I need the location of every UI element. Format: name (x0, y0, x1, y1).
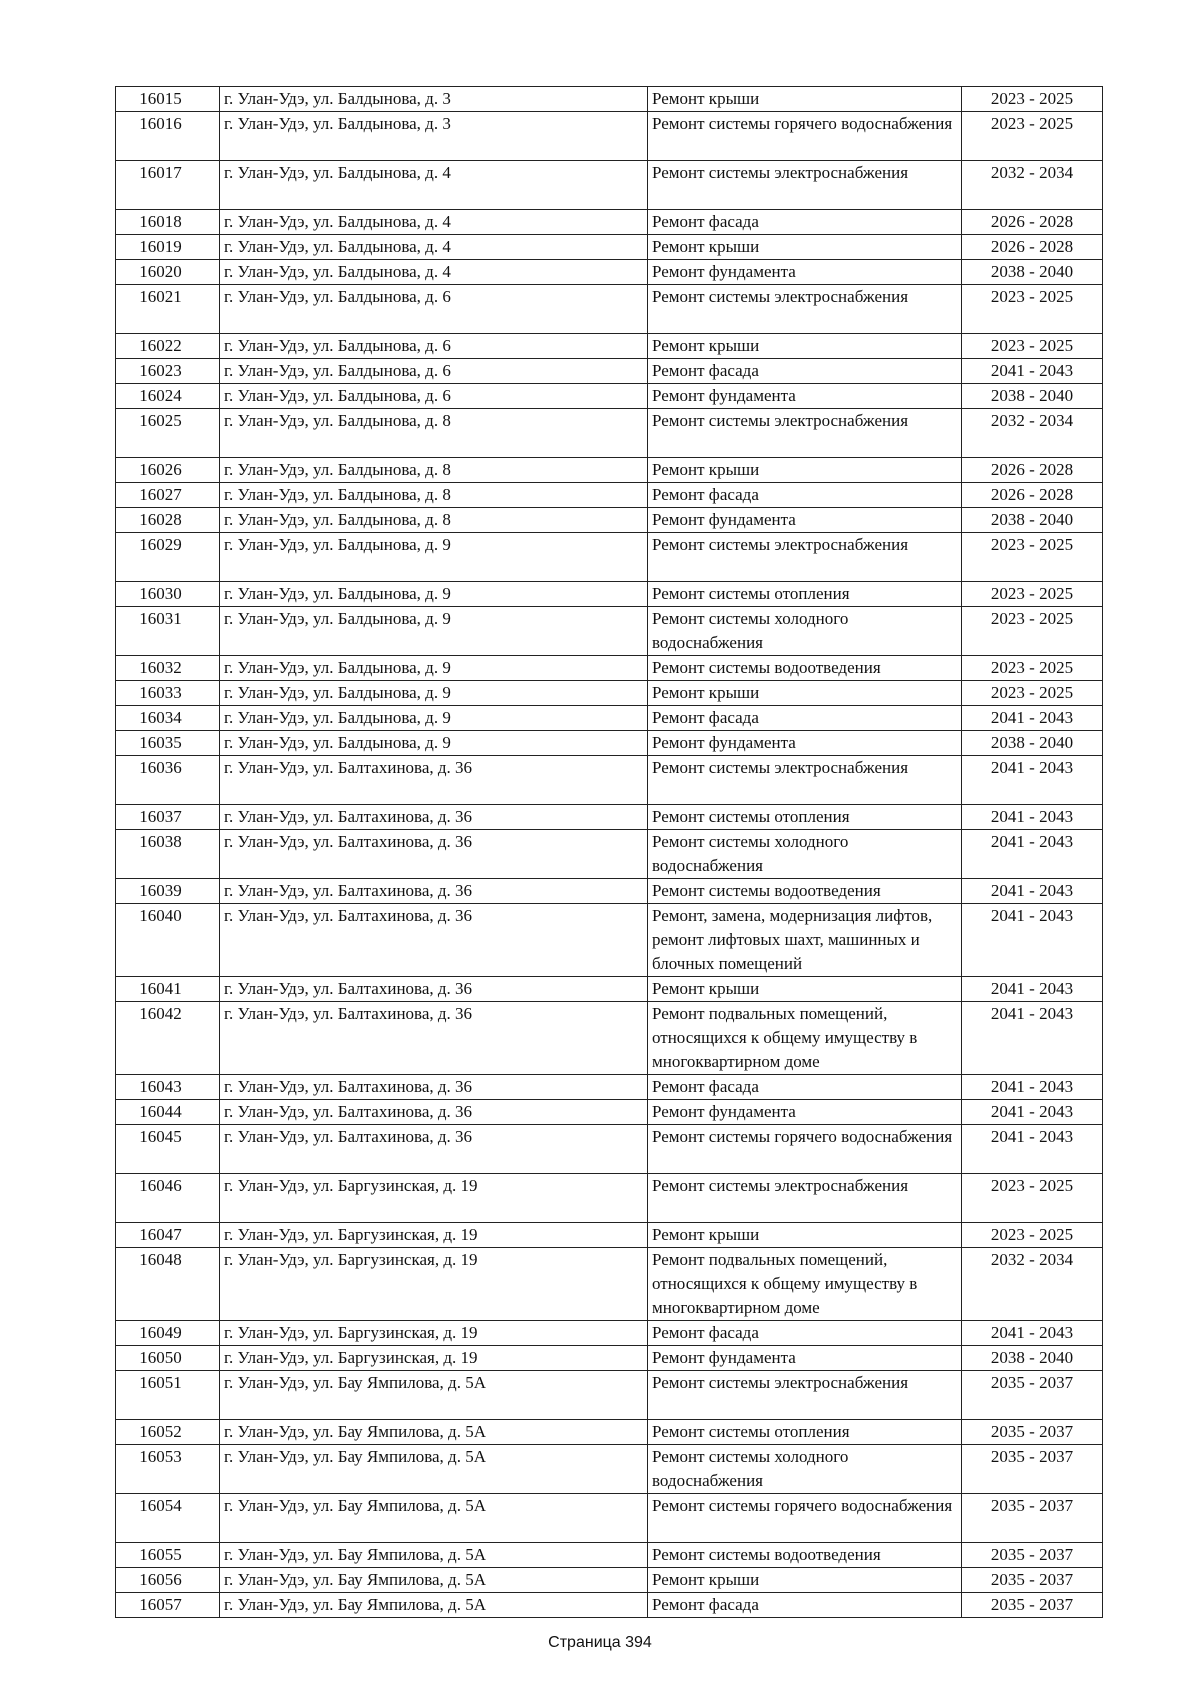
table-row (116, 607, 1103, 656)
row-number-cell: 16041 (116, 977, 220, 1002)
table-row (116, 334, 1103, 359)
period-cell: 2035 - 2037 (962, 1593, 1103, 1618)
address-cell: г. Улан-Удэ, ул. Балдынова, д. 9 (220, 656, 648, 681)
work-type-cell: Ремонт подвальных помещений, относящихся к общему имуществу в многоквартирном доме (648, 1248, 962, 1321)
row-number-cell: 16031 (116, 607, 220, 656)
address-cell: г. Улан-Удэ, ул. Балтахинова, д. 36 (220, 1100, 648, 1125)
address-cell: г. Улан-Удэ, ул. Бау Ямпилова, д. 5А (220, 1568, 648, 1593)
work-type-cell: Ремонт системы холодного водоснабжения (648, 1445, 962, 1494)
row-number-cell: 16033 (116, 681, 220, 706)
work-type-cell: Ремонт фасада (648, 1321, 962, 1346)
row-number-cell: 16050 (116, 1346, 220, 1371)
row-number-cell: 16036 (116, 756, 220, 805)
work-type-cell: Ремонт системы электроснабжения (648, 1371, 962, 1420)
work-type-cell: Ремонт крыши (648, 681, 962, 706)
address-cell: г. Улан-Удэ, ул. Балдынова, д. 3 (220, 87, 648, 112)
work-type-cell: Ремонт фасада (648, 1593, 962, 1618)
table-row (116, 1346, 1103, 1371)
address-cell: г. Улан-Удэ, ул. Балдынова, д. 9 (220, 533, 648, 582)
row-number-cell: 16044 (116, 1100, 220, 1125)
repair-schedule-table (115, 86, 1103, 1618)
period-cell: 2023 - 2025 (962, 533, 1103, 582)
table-row (116, 409, 1103, 458)
row-number-cell: 16042 (116, 1002, 220, 1075)
row-number-cell: 16043 (116, 1075, 220, 1100)
table-row (116, 904, 1103, 977)
period-cell: 2026 - 2028 (962, 483, 1103, 508)
work-type-cell: Ремонт системы холодного водоснабжения (648, 607, 962, 656)
address-cell: г. Улан-Удэ, ул. Бау Ямпилова, д. 5А (220, 1543, 648, 1568)
period-cell: 2035 - 2037 (962, 1494, 1103, 1543)
address-cell: г. Улан-Удэ, ул. Балтахинова, д. 36 (220, 904, 648, 977)
row-number-cell: 16048 (116, 1248, 220, 1321)
row-number-cell: 16015 (116, 87, 220, 112)
table-row (116, 87, 1103, 112)
table-row (116, 830, 1103, 879)
address-cell: г. Улан-Удэ, ул. Баргузинская, д. 19 (220, 1223, 648, 1248)
period-cell: 2035 - 2037 (962, 1420, 1103, 1445)
address-cell: г. Улан-Удэ, ул. Балдынова, д. 9 (220, 607, 648, 656)
row-number-cell: 16056 (116, 1568, 220, 1593)
work-type-cell: Ремонт фундамента (648, 731, 962, 756)
address-cell: г. Улан-Удэ, ул. Балтахинова, д. 36 (220, 1075, 648, 1100)
table-row (116, 1100, 1103, 1125)
period-cell: 2023 - 2025 (962, 112, 1103, 161)
work-type-cell: Ремонт системы горячего водоснабжения (648, 112, 962, 161)
table-row (116, 1593, 1103, 1618)
period-cell: 2038 - 2040 (962, 731, 1103, 756)
table-row (116, 977, 1103, 1002)
table-row (116, 1321, 1103, 1346)
period-cell: 2023 - 2025 (962, 1223, 1103, 1248)
work-type-cell: Ремонт системы отопления (648, 805, 962, 830)
table-row (116, 756, 1103, 805)
table-row (116, 656, 1103, 681)
period-cell: 2026 - 2028 (962, 210, 1103, 235)
work-type-cell: Ремонт системы водоотведения (648, 656, 962, 681)
period-cell: 2041 - 2043 (962, 1002, 1103, 1075)
row-number-cell: 16020 (116, 260, 220, 285)
work-type-cell: Ремонт крыши (648, 235, 962, 260)
address-cell: г. Улан-Удэ, ул. Бау Ямпилова, д. 5А (220, 1371, 648, 1420)
address-cell: г. Улан-Удэ, ул. Балдынова, д. 4 (220, 235, 648, 260)
table-row (116, 1002, 1103, 1075)
row-number-cell: 16018 (116, 210, 220, 235)
table-row (116, 285, 1103, 334)
work-type-cell: Ремонт подвальных помещений, относящихся к общему имуществу в многоквартирном доме (648, 1002, 962, 1075)
row-number-cell: 16025 (116, 409, 220, 458)
period-cell: 2041 - 2043 (962, 1100, 1103, 1125)
work-type-cell: Ремонт системы холодного водоснабжения (648, 830, 962, 879)
table-row (116, 1223, 1103, 1248)
period-cell: 2035 - 2037 (962, 1371, 1103, 1420)
period-cell: 2041 - 2043 (962, 756, 1103, 805)
row-number-cell: 16026 (116, 458, 220, 483)
row-number-cell: 16022 (116, 334, 220, 359)
address-cell: г. Улан-Удэ, ул. Балдынова, д. 4 (220, 260, 648, 285)
row-number-cell: 16049 (116, 1321, 220, 1346)
work-type-cell: Ремонт фундамента (648, 508, 962, 533)
row-number-cell: 16024 (116, 384, 220, 409)
repair-schedule-body (116, 87, 1103, 1618)
row-number-cell: 16045 (116, 1125, 220, 1174)
table-row (116, 1420, 1103, 1445)
work-type-cell: Ремонт фасада (648, 359, 962, 384)
row-number-cell: 16023 (116, 359, 220, 384)
address-cell: г. Улан-Удэ, ул. Балдынова, д. 6 (220, 285, 648, 334)
work-type-cell: Ремонт системы электроснабжения (648, 1174, 962, 1223)
work-type-cell: Ремонт фундамента (648, 1346, 962, 1371)
period-cell: 2035 - 2037 (962, 1568, 1103, 1593)
address-cell: г. Улан-Удэ, ул. Бау Ямпилова, д. 5А (220, 1445, 648, 1494)
address-cell: г. Улан-Удэ, ул. Балдынова, д. 6 (220, 384, 648, 409)
work-type-cell: Ремонт системы электроснабжения (648, 161, 962, 210)
work-type-cell: Ремонт фундамента (648, 260, 962, 285)
table-row (116, 1174, 1103, 1223)
address-cell: г. Улан-Удэ, ул. Балдынова, д. 6 (220, 359, 648, 384)
period-cell: 2023 - 2025 (962, 582, 1103, 607)
period-cell: 2041 - 2043 (962, 805, 1103, 830)
work-type-cell: Ремонт фасада (648, 1075, 962, 1100)
row-number-cell: 16037 (116, 805, 220, 830)
table-row (116, 582, 1103, 607)
address-cell: г. Улан-Удэ, ул. Балтахинова, д. 36 (220, 830, 648, 879)
table-row (116, 384, 1103, 409)
work-type-cell: Ремонт системы водоотведения (648, 1543, 962, 1568)
period-cell: 2023 - 2025 (962, 334, 1103, 359)
address-cell: г. Улан-Удэ, ул. Балдынова, д. 4 (220, 161, 648, 210)
period-cell: 2041 - 2043 (962, 977, 1103, 1002)
period-cell: 2038 - 2040 (962, 508, 1103, 533)
row-number-cell: 16040 (116, 904, 220, 977)
address-cell: г. Улан-Удэ, ул. Балдынова, д. 8 (220, 458, 648, 483)
period-cell: 2023 - 2025 (962, 1174, 1103, 1223)
table-row (116, 260, 1103, 285)
work-type-cell: Ремонт крыши (648, 1223, 962, 1248)
period-cell: 2023 - 2025 (962, 656, 1103, 681)
period-cell: 2023 - 2025 (962, 87, 1103, 112)
row-number-cell: 16027 (116, 483, 220, 508)
row-number-cell: 16019 (116, 235, 220, 260)
table-row (116, 879, 1103, 904)
work-type-cell: Ремонт системы горячего водоснабжения (648, 1494, 962, 1543)
table-row (116, 359, 1103, 384)
address-cell: г. Улан-Удэ, ул. Балтахинова, д. 36 (220, 977, 648, 1002)
period-cell: 2023 - 2025 (962, 285, 1103, 334)
period-cell: 2026 - 2028 (962, 458, 1103, 483)
address-cell: г. Улан-Удэ, ул. Баргузинская, д. 19 (220, 1174, 648, 1223)
row-number-cell: 16046 (116, 1174, 220, 1223)
table-row (116, 508, 1103, 533)
address-cell: г. Улан-Удэ, ул. Балдынова, д. 8 (220, 483, 648, 508)
table-row (116, 483, 1103, 508)
row-number-cell: 16055 (116, 1543, 220, 1568)
row-number-cell: 16047 (116, 1223, 220, 1248)
row-number-cell: 16039 (116, 879, 220, 904)
row-number-cell: 16054 (116, 1494, 220, 1543)
page-number: Страница 394 (548, 1634, 652, 1651)
address-cell: г. Улан-Удэ, ул. Балдынова, д. 8 (220, 409, 648, 458)
period-cell: 2041 - 2043 (962, 904, 1103, 977)
row-number-cell: 16021 (116, 285, 220, 334)
period-cell: 2038 - 2040 (962, 1346, 1103, 1371)
period-cell: 2032 - 2034 (962, 161, 1103, 210)
work-type-cell: Ремонт крыши (648, 458, 962, 483)
address-cell: г. Улан-Удэ, ул. Балдынова, д. 9 (220, 731, 648, 756)
row-number-cell: 16028 (116, 508, 220, 533)
row-number-cell: 16029 (116, 533, 220, 582)
work-type-cell: Ремонт крыши (648, 1568, 962, 1593)
work-type-cell: Ремонт системы электроснабжения (648, 285, 962, 334)
work-type-cell: Ремонт системы электроснабжения (648, 756, 962, 805)
address-cell: г. Улан-Удэ, ул. Бау Ямпилова, д. 5А (220, 1593, 648, 1618)
table-row (116, 1075, 1103, 1100)
row-number-cell: 16030 (116, 582, 220, 607)
table-row (116, 1371, 1103, 1420)
work-type-cell: Ремонт крыши (648, 334, 962, 359)
address-cell: г. Улан-Удэ, ул. Бау Ямпилова, д. 5А (220, 1494, 648, 1543)
table-row (116, 210, 1103, 235)
period-cell: 2041 - 2043 (962, 1075, 1103, 1100)
address-cell: г. Улан-Удэ, ул. Балтахинова, д. 36 (220, 756, 648, 805)
work-type-cell: Ремонт системы горячего водоснабжения (648, 1125, 962, 1174)
table-row (116, 731, 1103, 756)
address-cell: г. Улан-Удэ, ул. Балдынова, д. 8 (220, 508, 648, 533)
row-number-cell: 16038 (116, 830, 220, 879)
address-cell: г. Улан-Удэ, ул. Бау Ямпилова, д. 5А (220, 1420, 648, 1445)
table-row (116, 805, 1103, 830)
period-cell: 2041 - 2043 (962, 1321, 1103, 1346)
table-row (116, 1494, 1103, 1543)
period-cell: 2032 - 2034 (962, 1248, 1103, 1321)
table-row (116, 1248, 1103, 1321)
table-row (116, 681, 1103, 706)
period-cell: 2041 - 2043 (962, 1125, 1103, 1174)
address-cell: г. Улан-Удэ, ул. Балтахинова, д. 36 (220, 1002, 648, 1075)
table-row (116, 235, 1103, 260)
period-cell: 2041 - 2043 (962, 830, 1103, 879)
address-cell: г. Улан-Удэ, ул. Балтахинова, д. 36 (220, 879, 648, 904)
table-row (116, 706, 1103, 731)
row-number-cell: 16053 (116, 1445, 220, 1494)
row-number-cell: 16017 (116, 161, 220, 210)
period-cell: 2041 - 2043 (962, 359, 1103, 384)
address-cell: г. Улан-Удэ, ул. Балдынова, д. 9 (220, 681, 648, 706)
work-type-cell: Ремонт системы отопления (648, 582, 962, 607)
address-cell: г. Улан-Удэ, ул. Балдынова, д. 6 (220, 334, 648, 359)
work-type-cell: Ремонт фасада (648, 706, 962, 731)
table-row (116, 1125, 1103, 1174)
row-number-cell: 16057 (116, 1593, 220, 1618)
work-type-cell: Ремонт крыши (648, 977, 962, 1002)
period-cell: 2026 - 2028 (962, 235, 1103, 260)
work-type-cell: Ремонт системы электроснабжения (648, 533, 962, 582)
work-type-cell: Ремонт крыши (648, 87, 962, 112)
period-cell: 2038 - 2040 (962, 384, 1103, 409)
period-cell: 2041 - 2043 (962, 706, 1103, 731)
work-type-cell: Ремонт фасада (648, 483, 962, 508)
work-type-cell: Ремонт фундамента (648, 384, 962, 409)
row-number-cell: 16016 (116, 112, 220, 161)
row-number-cell: 16032 (116, 656, 220, 681)
address-cell: г. Улан-Удэ, ул. Балтахинова, д. 36 (220, 1125, 648, 1174)
table-row (116, 1568, 1103, 1593)
work-type-cell: Ремонт фасада (648, 210, 962, 235)
table-row (116, 458, 1103, 483)
period-cell: 2041 - 2043 (962, 879, 1103, 904)
row-number-cell: 16051 (116, 1371, 220, 1420)
row-number-cell: 16035 (116, 731, 220, 756)
work-type-cell: Ремонт системы отопления (648, 1420, 962, 1445)
address-cell: г. Улан-Удэ, ул. Балдынова, д. 3 (220, 112, 648, 161)
table-row (116, 112, 1103, 161)
address-cell: г. Улан-Удэ, ул. Балдынова, д. 9 (220, 582, 648, 607)
work-type-cell: Ремонт системы водоотведения (648, 879, 962, 904)
table-row (116, 533, 1103, 582)
period-cell: 2035 - 2037 (962, 1543, 1103, 1568)
work-type-cell: Ремонт фундамента (648, 1100, 962, 1125)
work-type-cell: Ремонт системы электроснабжения (648, 409, 962, 458)
address-cell: г. Улан-Удэ, ул. Балдынова, д. 9 (220, 706, 648, 731)
table-row (116, 161, 1103, 210)
period-cell: 2023 - 2025 (962, 681, 1103, 706)
table-row (116, 1543, 1103, 1568)
work-type-cell: Ремонт, замена, модернизация лифтов, ремонт лифтовых шахт, машинных и блочных помещений (648, 904, 962, 977)
row-number-cell: 16034 (116, 706, 220, 731)
address-cell: г. Улан-Удэ, ул. Баргузинская, д. 19 (220, 1248, 648, 1321)
period-cell: 2038 - 2040 (962, 260, 1103, 285)
table-row (116, 1445, 1103, 1494)
period-cell: 2035 - 2037 (962, 1445, 1103, 1494)
period-cell: 2023 - 2025 (962, 607, 1103, 656)
address-cell: г. Улан-Удэ, ул. Баргузинская, д. 19 (220, 1321, 648, 1346)
row-number-cell: 16052 (116, 1420, 220, 1445)
address-cell: г. Улан-Удэ, ул. Балтахинова, д. 36 (220, 805, 648, 830)
address-cell: г. Улан-Удэ, ул. Балдынова, д. 4 (220, 210, 648, 235)
address-cell: г. Улан-Удэ, ул. Баргузинская, д. 19 (220, 1346, 648, 1371)
period-cell: 2032 - 2034 (962, 409, 1103, 458)
